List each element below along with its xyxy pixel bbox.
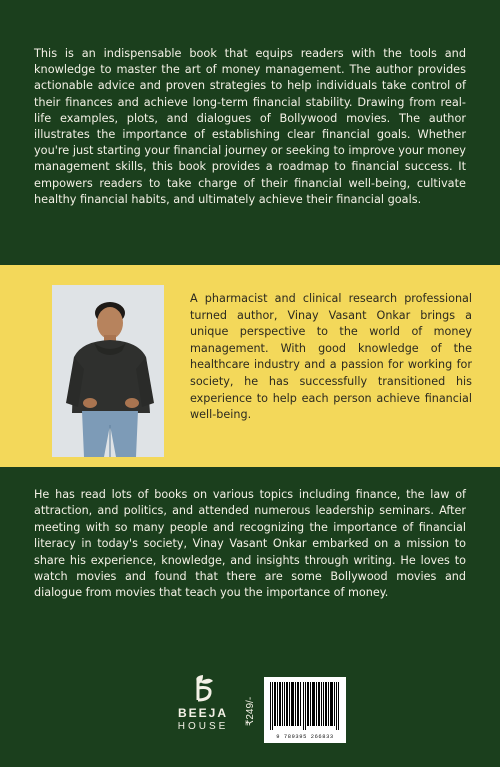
price-label: ₹249/- xyxy=(245,696,256,726)
publisher-logo xyxy=(173,674,233,742)
barcode-icon xyxy=(264,677,346,733)
author-section xyxy=(0,265,500,467)
barcode xyxy=(264,677,346,743)
synopsis-section xyxy=(0,0,500,265)
author-photo xyxy=(52,285,164,457)
synopsis-paragraph: This is an indispensable book that equips readers with the tools and knowledge to master the art of money management. The author provides actionable advice and proven strategies to help individuals take control of their finances and achieve long-term financial stability. Drawing from real-life examples, plots, and dialogues of Bollywood movies. The author illustrates the importance of establishing clear financial goals. Whether you're just starting your financial journey or seeking to improve your money management skills, this book provides a roadmap to financial success. It empowers readers to take charge of their financial well-being, cultivate healthy financial habits, and ultimately achieve their financial goals. xyxy=(34,47,466,206)
author-background-paragraph: He has read lots of books on various topics including finance, the law of attraction, and politics, and attended numerous leadership seminars. After meeting with so many people and recognizing the importance of financial literacy in today's society, Vinay Vasant Onkar embarked on a mission to share his experience, knowledge, and insights through writing. He loves to watch movies and found that there are some Bollywood movies and dialogue from movies that teach you the importance of money. xyxy=(34,488,466,600)
sprout-b-logo-icon xyxy=(189,674,217,704)
publisher-name-line2: HOUSE xyxy=(177,721,229,732)
author-portrait-icon xyxy=(52,285,164,457)
isbn-number: 9 789395 266833 xyxy=(276,734,334,740)
publisher-name-line1: BEEJA xyxy=(177,706,228,720)
author-background-section xyxy=(0,467,500,767)
author-bio: A pharmacist and clinical research professional turned author, Vinay Vasant Onkar brings a unique perspective to the world of money management. With good knowledge of the healthcare industry and a passion for working for society, he has successfully transitioned his experience to help each person achieve financial well-being. xyxy=(190,292,472,422)
